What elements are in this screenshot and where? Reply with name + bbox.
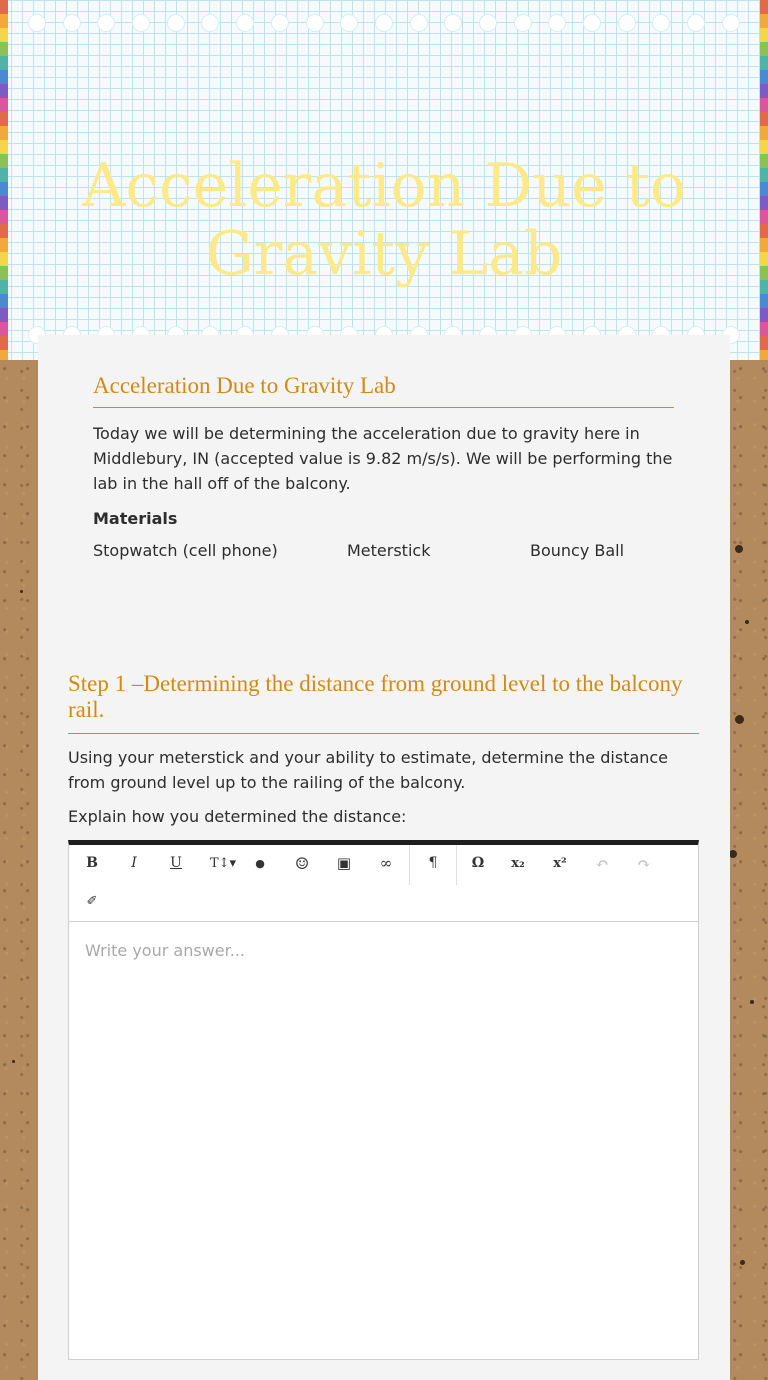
clear-format-icon[interactable]: ✐: [86, 893, 98, 909]
omega-icon[interactable]: Ω: [471, 855, 485, 871]
redo-icon[interactable]: ↷: [637, 853, 651, 873]
material-item: Stopwatch (cell phone): [93, 541, 278, 560]
toolbar-separator: [409, 845, 410, 885]
question-prompt: Explain how you determined the distance:: [68, 807, 407, 826]
bold-button[interactable]: B: [86, 855, 98, 871]
step1-title: Step 1 –Determining the distance from ground level to the balcony rail.: [68, 671, 699, 734]
undo-icon[interactable]: ↶: [595, 853, 609, 873]
underline-button[interactable]: U: [170, 855, 182, 871]
page-title: Acceleration Due to Gravity Lab: [82, 151, 686, 290]
image-icon[interactable]: ▣: [336, 854, 352, 872]
worksheet-sheet: [38, 335, 730, 1380]
notebook-holes-top: [28, 14, 740, 32]
intro-text: Today we will be determining the acceleration due to gravity here in Middlebury, IN (accepted value is 9.82 m/s/s). We will be performing the lab in the hall off of the balcony.: [93, 424, 673, 493]
material-item: Meterstick: [347, 541, 431, 560]
superscript-button[interactable]: x²: [553, 855, 567, 871]
italic-button[interactable]: I: [131, 855, 137, 871]
page-header: [0, 0, 768, 360]
answer-placeholder[interactable]: Write your answer...: [85, 941, 245, 960]
editor-toolbar: [69, 845, 698, 922]
emoji-icon[interactable]: ☺: [294, 853, 310, 873]
link-icon[interactable]: ∞: [379, 854, 393, 872]
subscript-button[interactable]: x₂: [511, 855, 525, 871]
text-size-dropdown[interactable]: T↕▾: [209, 855, 237, 871]
answer-editor[interactable]: [68, 840, 699, 1360]
paragraph-direction-icon[interactable]: ¶: [428, 855, 438, 871]
section-title: Acceleration Due to Gravity Lab: [93, 373, 674, 408]
toolbar-separator: [456, 845, 457, 885]
color-drop-icon[interactable]: ●: [255, 856, 265, 870]
material-item: Bouncy Ball: [530, 541, 625, 560]
materials-label: Materials: [93, 509, 178, 528]
step1-instructions: Using your meterstick and your ability to estimate, determine the distance from ground level up to the railing of the balcony.: [68, 748, 669, 792]
